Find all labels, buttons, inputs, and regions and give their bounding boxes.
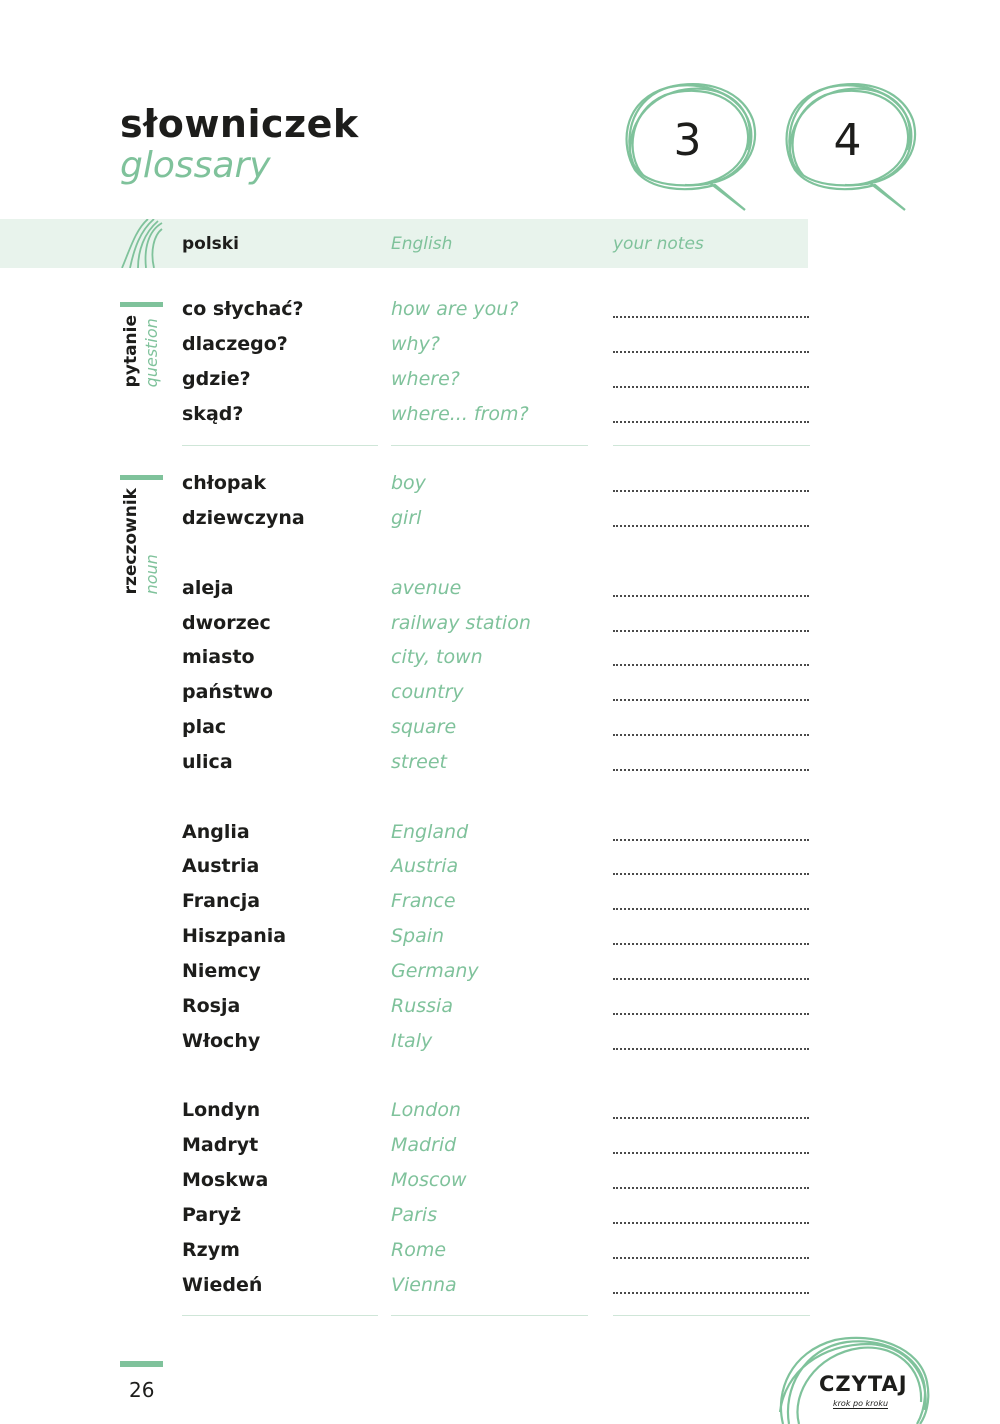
word-english: Germany [391, 960, 479, 982]
notes-line[interactable] [613, 1048, 809, 1050]
word-polish: Wiedeń [182, 1274, 263, 1296]
glossary-row [0, 612, 1000, 647]
notes-line[interactable] [613, 595, 809, 597]
word-polish: gdzie? [182, 368, 251, 390]
word-polish: miasto [182, 646, 255, 668]
word-english: Paris [391, 1204, 438, 1226]
word-english: Austria [391, 855, 459, 877]
word-polish: dlaczego? [182, 333, 288, 355]
glossary-row [0, 577, 1000, 612]
glossary-row [0, 1099, 1000, 1134]
notes-line[interactable] [613, 699, 809, 701]
word-english: where... from? [391, 403, 529, 425]
word-english: Spain [391, 925, 445, 947]
speech-bubble-3 [615, 75, 760, 215]
word-english: how are you? [391, 298, 519, 320]
word-english: where? [391, 368, 460, 390]
word-polish: Madryt [182, 1134, 259, 1156]
glossary-row [0, 890, 1000, 925]
word-english: Italy [391, 1030, 433, 1052]
glossary-row [0, 1030, 1000, 1065]
scribble-decoration-icon [118, 219, 163, 268]
glossary-row [0, 1239, 1000, 1274]
notes-line[interactable] [613, 1013, 809, 1015]
section-label-english: question [142, 318, 161, 388]
notes-line[interactable] [613, 664, 809, 666]
glossary-row [0, 925, 1000, 960]
glossary-row [0, 995, 1000, 1030]
glossary-row [0, 716, 1000, 751]
word-english: Moscow [391, 1169, 467, 1191]
word-polish: plac [182, 716, 227, 738]
notes-line[interactable] [613, 769, 809, 771]
notes-line[interactable] [613, 386, 809, 388]
word-english: girl [391, 507, 422, 529]
section-divider [182, 445, 378, 446]
section-divider [391, 445, 588, 446]
notes-line[interactable] [613, 873, 809, 875]
word-english: country [391, 681, 464, 703]
section-divider [182, 1315, 378, 1316]
glossary-row [0, 368, 1000, 403]
word-polish: Rosja [182, 995, 241, 1017]
logo-text: CZYTAJ [819, 1372, 908, 1396]
section-label-english: noun [142, 554, 161, 595]
word-english: Rome [391, 1239, 447, 1261]
word-polish: dziewczyna [182, 507, 305, 529]
notes-line[interactable] [613, 978, 809, 980]
glossary-title-english: glossary [120, 145, 271, 186]
section-divider [613, 445, 810, 446]
footer-marker [120, 1361, 163, 1367]
glossary-row [0, 1274, 1000, 1309]
word-polish: Moskwa [182, 1169, 269, 1191]
word-polish: państwo [182, 681, 273, 703]
word-polish: Austria [182, 855, 260, 877]
notes-line[interactable] [613, 734, 809, 736]
word-polish: Hiszpania [182, 925, 287, 947]
word-polish: ulica [182, 751, 233, 773]
word-english: France [391, 890, 456, 912]
word-english: London [391, 1099, 461, 1121]
glossary-row [0, 472, 1000, 507]
glossary-row [0, 507, 1000, 542]
speech-bubble-4 [775, 75, 920, 215]
word-english: Vienna [391, 1274, 457, 1296]
glossary-row [0, 1204, 1000, 1239]
word-polish: Francja [182, 890, 261, 912]
notes-line[interactable] [613, 1222, 809, 1224]
bubble-number: 4 [833, 115, 862, 166]
word-english: square [391, 716, 457, 738]
czytaj-logo [775, 1332, 935, 1424]
word-english: railway station [391, 612, 531, 634]
word-english: avenue [391, 577, 462, 599]
notes-line[interactable] [613, 1187, 809, 1189]
word-polish: Rzym [182, 1239, 240, 1261]
notes-line[interactable] [613, 1117, 809, 1119]
notes-line[interactable] [613, 908, 809, 910]
glossary-row [0, 681, 1000, 716]
word-english: Madrid [391, 1134, 457, 1156]
word-polish: Niemcy [182, 960, 261, 982]
word-polish: aleja [182, 577, 234, 599]
word-english: Russia [391, 995, 453, 1017]
notes-line[interactable] [613, 525, 809, 527]
word-english: why? [391, 333, 440, 355]
glossary-row [0, 646, 1000, 681]
section-label-polish: pytanie [121, 315, 141, 388]
column-header-notes: your notes [613, 234, 704, 254]
notes-line[interactable] [613, 943, 809, 945]
notes-line[interactable] [613, 490, 809, 492]
notes-line[interactable] [613, 1292, 809, 1294]
glossary-row [0, 855, 1000, 890]
notes-line[interactable] [613, 1257, 809, 1259]
word-english: England [391, 821, 469, 843]
glossary-row [0, 960, 1000, 995]
glossary-title-polish: słowniczek [120, 102, 359, 146]
glossary-row [0, 1134, 1000, 1169]
page-number: 26 [129, 1378, 155, 1402]
glossary-row [0, 751, 1000, 786]
word-polish: chłopak [182, 472, 266, 494]
section-divider [613, 1315, 810, 1316]
column-header-english: English [391, 234, 453, 254]
notes-line[interactable] [613, 630, 809, 632]
word-polish: Londyn [182, 1099, 261, 1121]
glossary-row [0, 403, 1000, 438]
word-english: street [391, 751, 447, 773]
section-divider [391, 1315, 588, 1316]
column-header-polish: polski [182, 234, 239, 254]
glossary-row [0, 333, 1000, 368]
word-polish: Paryż [182, 1204, 242, 1226]
word-polish: dworzec [182, 612, 271, 634]
glossary-row [0, 298, 1000, 333]
notes-line[interactable] [613, 839, 809, 841]
section-label-polish: rzeczownik [121, 488, 141, 595]
notes-line[interactable] [613, 1152, 809, 1154]
word-polish: skąd? [182, 403, 244, 425]
notes-line[interactable] [613, 316, 809, 318]
glossary-row [0, 1169, 1000, 1204]
notes-line[interactable] [613, 421, 809, 423]
bubble-number: 3 [673, 115, 702, 166]
logo-tagline: krok po kroku [833, 1399, 889, 1408]
word-polish: Włochy [182, 1030, 261, 1052]
word-polish: Anglia [182, 821, 250, 843]
word-polish: co słychać? [182, 298, 304, 320]
word-english: city, town [391, 646, 483, 668]
word-english: boy [391, 472, 426, 494]
glossary-row [0, 821, 1000, 856]
notes-line[interactable] [613, 351, 809, 353]
